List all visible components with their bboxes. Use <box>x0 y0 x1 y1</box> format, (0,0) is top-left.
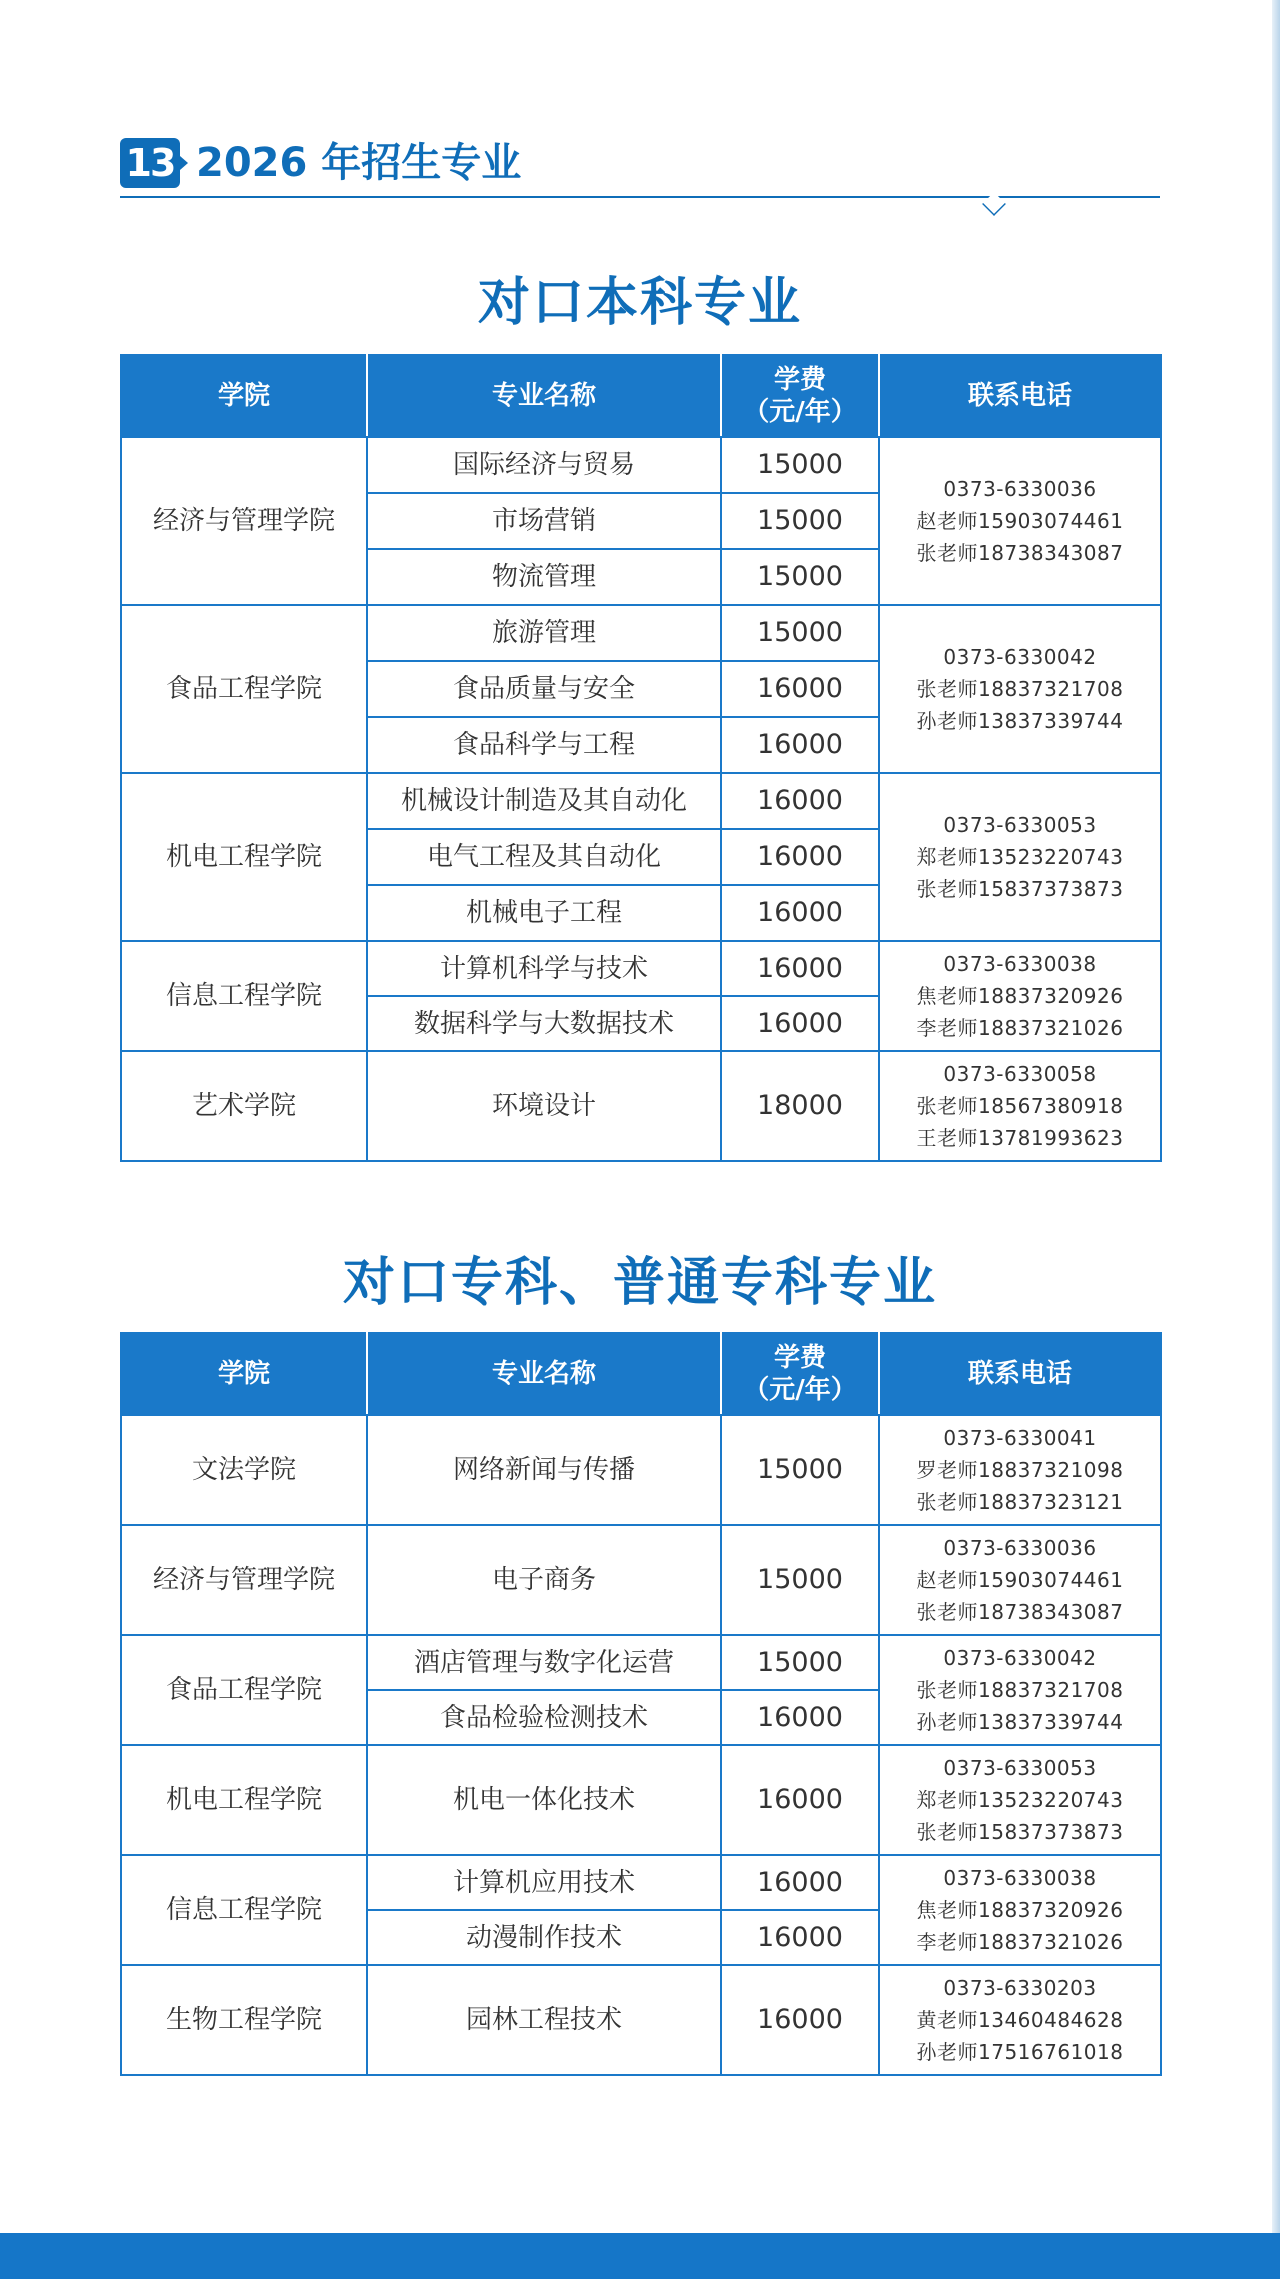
major-name-cell: 食品检验检测技术 <box>367 1690 721 1745</box>
tuition-fee-cell: 18000 <box>721 1051 879 1161</box>
teacher-phone: 张老师18837321708 <box>916 1678 1124 1702</box>
college-cell: 生物工程学院 <box>121 1965 367 2075</box>
column-header-contact: 联系电话 <box>879 1333 1161 1415</box>
contact-phone-cell <box>879 1745 1161 1855</box>
major-name-cell: 电子商务 <box>367 1525 721 1635</box>
teacher-phone: 王老师13781993623 <box>916 1126 1124 1150</box>
tuition-fee-cell: 15000 <box>721 493 879 549</box>
tuition-fee-cell: 16000 <box>721 885 879 941</box>
teacher-phone: 张老师18837323121 <box>916 1490 1124 1514</box>
teacher-phone: 张老师18567380918 <box>916 1094 1124 1118</box>
teacher-phone: 黄老师13460484628 <box>916 2008 1124 2032</box>
table-row <box>121 1745 1161 1855</box>
tuition-fee-cell: 16000 <box>721 661 879 717</box>
contact-phone-cell <box>879 437 1161 605</box>
contact-phone-cell <box>879 1415 1161 1525</box>
teacher-phone: 孙老师13837339744 <box>916 709 1124 733</box>
table-body <box>121 1415 1161 2075</box>
teacher-phone: 张老师18837321708 <box>916 677 1124 701</box>
table-row <box>121 941 1161 996</box>
tuition-fee-cell: 16000 <box>721 1855 879 1910</box>
teacher-phone: 焦老师18837320926 <box>916 1898 1124 1922</box>
table-body <box>121 437 1161 1161</box>
contact-phone-cell <box>879 1525 1161 1635</box>
college-cell: 艺术学院 <box>121 1051 367 1161</box>
major-name-cell: 酒店管理与数字化运营 <box>367 1635 721 1690</box>
college-cell: 食品工程学院 <box>121 1635 367 1745</box>
contact-phone-cell <box>879 1635 1161 1745</box>
table-row <box>121 1855 1161 1910</box>
college-cell: 机电工程学院 <box>121 1745 367 1855</box>
teacher-phone: 赵老师15903074461 <box>916 509 1124 533</box>
column-header-fee: 学费 （元/年） <box>721 355 879 437</box>
tuition-fee-cell: 16000 <box>721 1745 879 1855</box>
major-name-cell: 环境设计 <box>367 1051 721 1161</box>
college-cell: 经济与管理学院 <box>121 437 367 605</box>
major-name-cell: 旅游管理 <box>367 605 721 661</box>
tuition-fee-cell: 16000 <box>721 773 879 829</box>
table-header-row <box>121 355 1161 437</box>
teacher-phone: 张老师15837373873 <box>916 877 1124 901</box>
tuition-fee-cell: 16000 <box>721 1965 879 2075</box>
college-majors-table <box>120 1332 1162 2076</box>
column-header-fee: 学费 （元/年） <box>721 1333 879 1415</box>
college-cell: 机电工程学院 <box>121 773 367 941</box>
teacher-phone: 李老师18837321026 <box>916 1016 1124 1040</box>
college-cell: 文法学院 <box>121 1415 367 1525</box>
major-name-cell: 国际经济与贸易 <box>367 437 721 493</box>
major-name-cell: 食品科学与工程 <box>367 717 721 773</box>
college-cell: 食品工程学院 <box>121 605 367 773</box>
teacher-phone: 张老师18738343087 <box>916 541 1124 565</box>
table-row <box>121 605 1161 661</box>
tuition-fee-cell: 15000 <box>721 437 879 493</box>
section-title-undergraduate: 对口本科专业 <box>477 273 802 333</box>
column-header-college: 学院 <box>121 1333 367 1415</box>
major-name-cell: 园林工程技术 <box>367 1965 721 2075</box>
office-phone: 0373-6330036 <box>943 477 1097 501</box>
tuition-fee-cell: 16000 <box>721 996 879 1051</box>
tuition-fee-cell: 15000 <box>721 549 879 605</box>
major-name-cell: 电气工程及其自动化 <box>367 829 721 885</box>
table-header-row <box>121 1333 1161 1415</box>
college-cell: 信息工程学院 <box>121 1855 367 1965</box>
column-header-major: 专业名称 <box>367 1333 721 1415</box>
tuition-fee-cell: 16000 <box>721 1690 879 1745</box>
office-phone: 0373-6330042 <box>943 645 1097 669</box>
major-name-cell: 计算机应用技术 <box>367 1855 721 1910</box>
college-cell: 信息工程学院 <box>121 941 367 1051</box>
header-divider <box>120 196 1160 198</box>
table-row <box>121 1051 1161 1161</box>
contact-phone-cell <box>879 1855 1161 1965</box>
section-title-college: 对口专科、普通专科专业 <box>342 1253 937 1313</box>
office-phone: 0373-6330036 <box>943 1536 1097 1560</box>
contact-phone-cell <box>879 773 1161 941</box>
major-name-cell: 物流管理 <box>367 549 721 605</box>
tuition-fee-cell: 16000 <box>721 829 879 885</box>
tuition-fee-cell: 16000 <box>721 941 879 996</box>
office-phone: 0373-6330203 <box>943 1976 1097 2000</box>
tuition-fee-cell: 15000 <box>721 1525 879 1635</box>
office-phone: 0373-6330038 <box>943 952 1097 976</box>
major-name-cell: 食品质量与安全 <box>367 661 721 717</box>
office-phone: 0373-6330038 <box>943 1866 1097 1890</box>
major-name-cell: 机械电子工程 <box>367 885 721 941</box>
tuition-fee-cell: 15000 <box>721 1635 879 1690</box>
teacher-phone: 孙老师13837339744 <box>916 1710 1124 1734</box>
major-name-cell: 市场营销 <box>367 493 721 549</box>
table-row <box>121 1635 1161 1690</box>
major-name-cell: 机电一体化技术 <box>367 1745 721 1855</box>
teacher-phone: 郑老师13523220743 <box>916 1788 1124 1812</box>
contact-phone-cell <box>879 1965 1161 2075</box>
major-name-cell: 数据科学与大数据技术 <box>367 996 721 1051</box>
page-edge-decoration <box>1272 0 1280 2279</box>
table-row <box>121 437 1161 493</box>
office-phone: 0373-6330053 <box>943 1756 1097 1780</box>
contact-phone-cell <box>879 1051 1161 1161</box>
table-row <box>121 1965 1161 2075</box>
table-row <box>121 1415 1161 1525</box>
teacher-phone: 焦老师18837320926 <box>916 984 1124 1008</box>
major-name-cell: 机械设计制造及其自动化 <box>367 773 721 829</box>
column-header-major: 专业名称 <box>367 355 721 437</box>
office-phone: 0373-6330053 <box>943 813 1097 837</box>
teacher-phone: 孙老师17516761018 <box>916 2040 1124 2064</box>
contact-phone-cell <box>879 605 1161 773</box>
tuition-fee-cell: 16000 <box>721 717 879 773</box>
teacher-phone: 郑老师13523220743 <box>916 845 1124 869</box>
office-phone: 0373-6330042 <box>943 1646 1097 1670</box>
page-header <box>120 138 1160 218</box>
major-name-cell: 计算机科学与技术 <box>367 941 721 996</box>
footer-band <box>0 2233 1280 2279</box>
office-phone: 0373-6330058 <box>943 1062 1097 1086</box>
tuition-fee-cell: 15000 <box>721 1415 879 1525</box>
office-phone: 0373-6330041 <box>943 1426 1097 1450</box>
table-row <box>121 1525 1161 1635</box>
major-name-cell: 动漫制作技术 <box>367 1910 721 1965</box>
table-row <box>121 773 1161 829</box>
column-header-contact: 联系电话 <box>879 355 1161 437</box>
teacher-phone: 罗老师18837321098 <box>916 1458 1124 1482</box>
page-number-badge: 13 <box>120 138 180 188</box>
teacher-phone: 赵老师15903074461 <box>916 1568 1124 1592</box>
tuition-fee-cell: 15000 <box>721 605 879 661</box>
undergraduate-majors-table <box>120 354 1162 1162</box>
tuition-fee-cell: 16000 <box>721 1910 879 1965</box>
contact-phone-cell <box>879 941 1161 1051</box>
teacher-phone: 张老师18738343087 <box>916 1600 1124 1624</box>
teacher-phone: 李老师18837321026 <box>916 1930 1124 1954</box>
page-title: 2026 年招生专业 <box>196 140 522 186</box>
college-cell: 经济与管理学院 <box>121 1525 367 1635</box>
column-header-college: 学院 <box>121 355 367 437</box>
teacher-phone: 张老师15837373873 <box>916 1820 1124 1844</box>
major-name-cell: 网络新闻与传播 <box>367 1415 721 1525</box>
